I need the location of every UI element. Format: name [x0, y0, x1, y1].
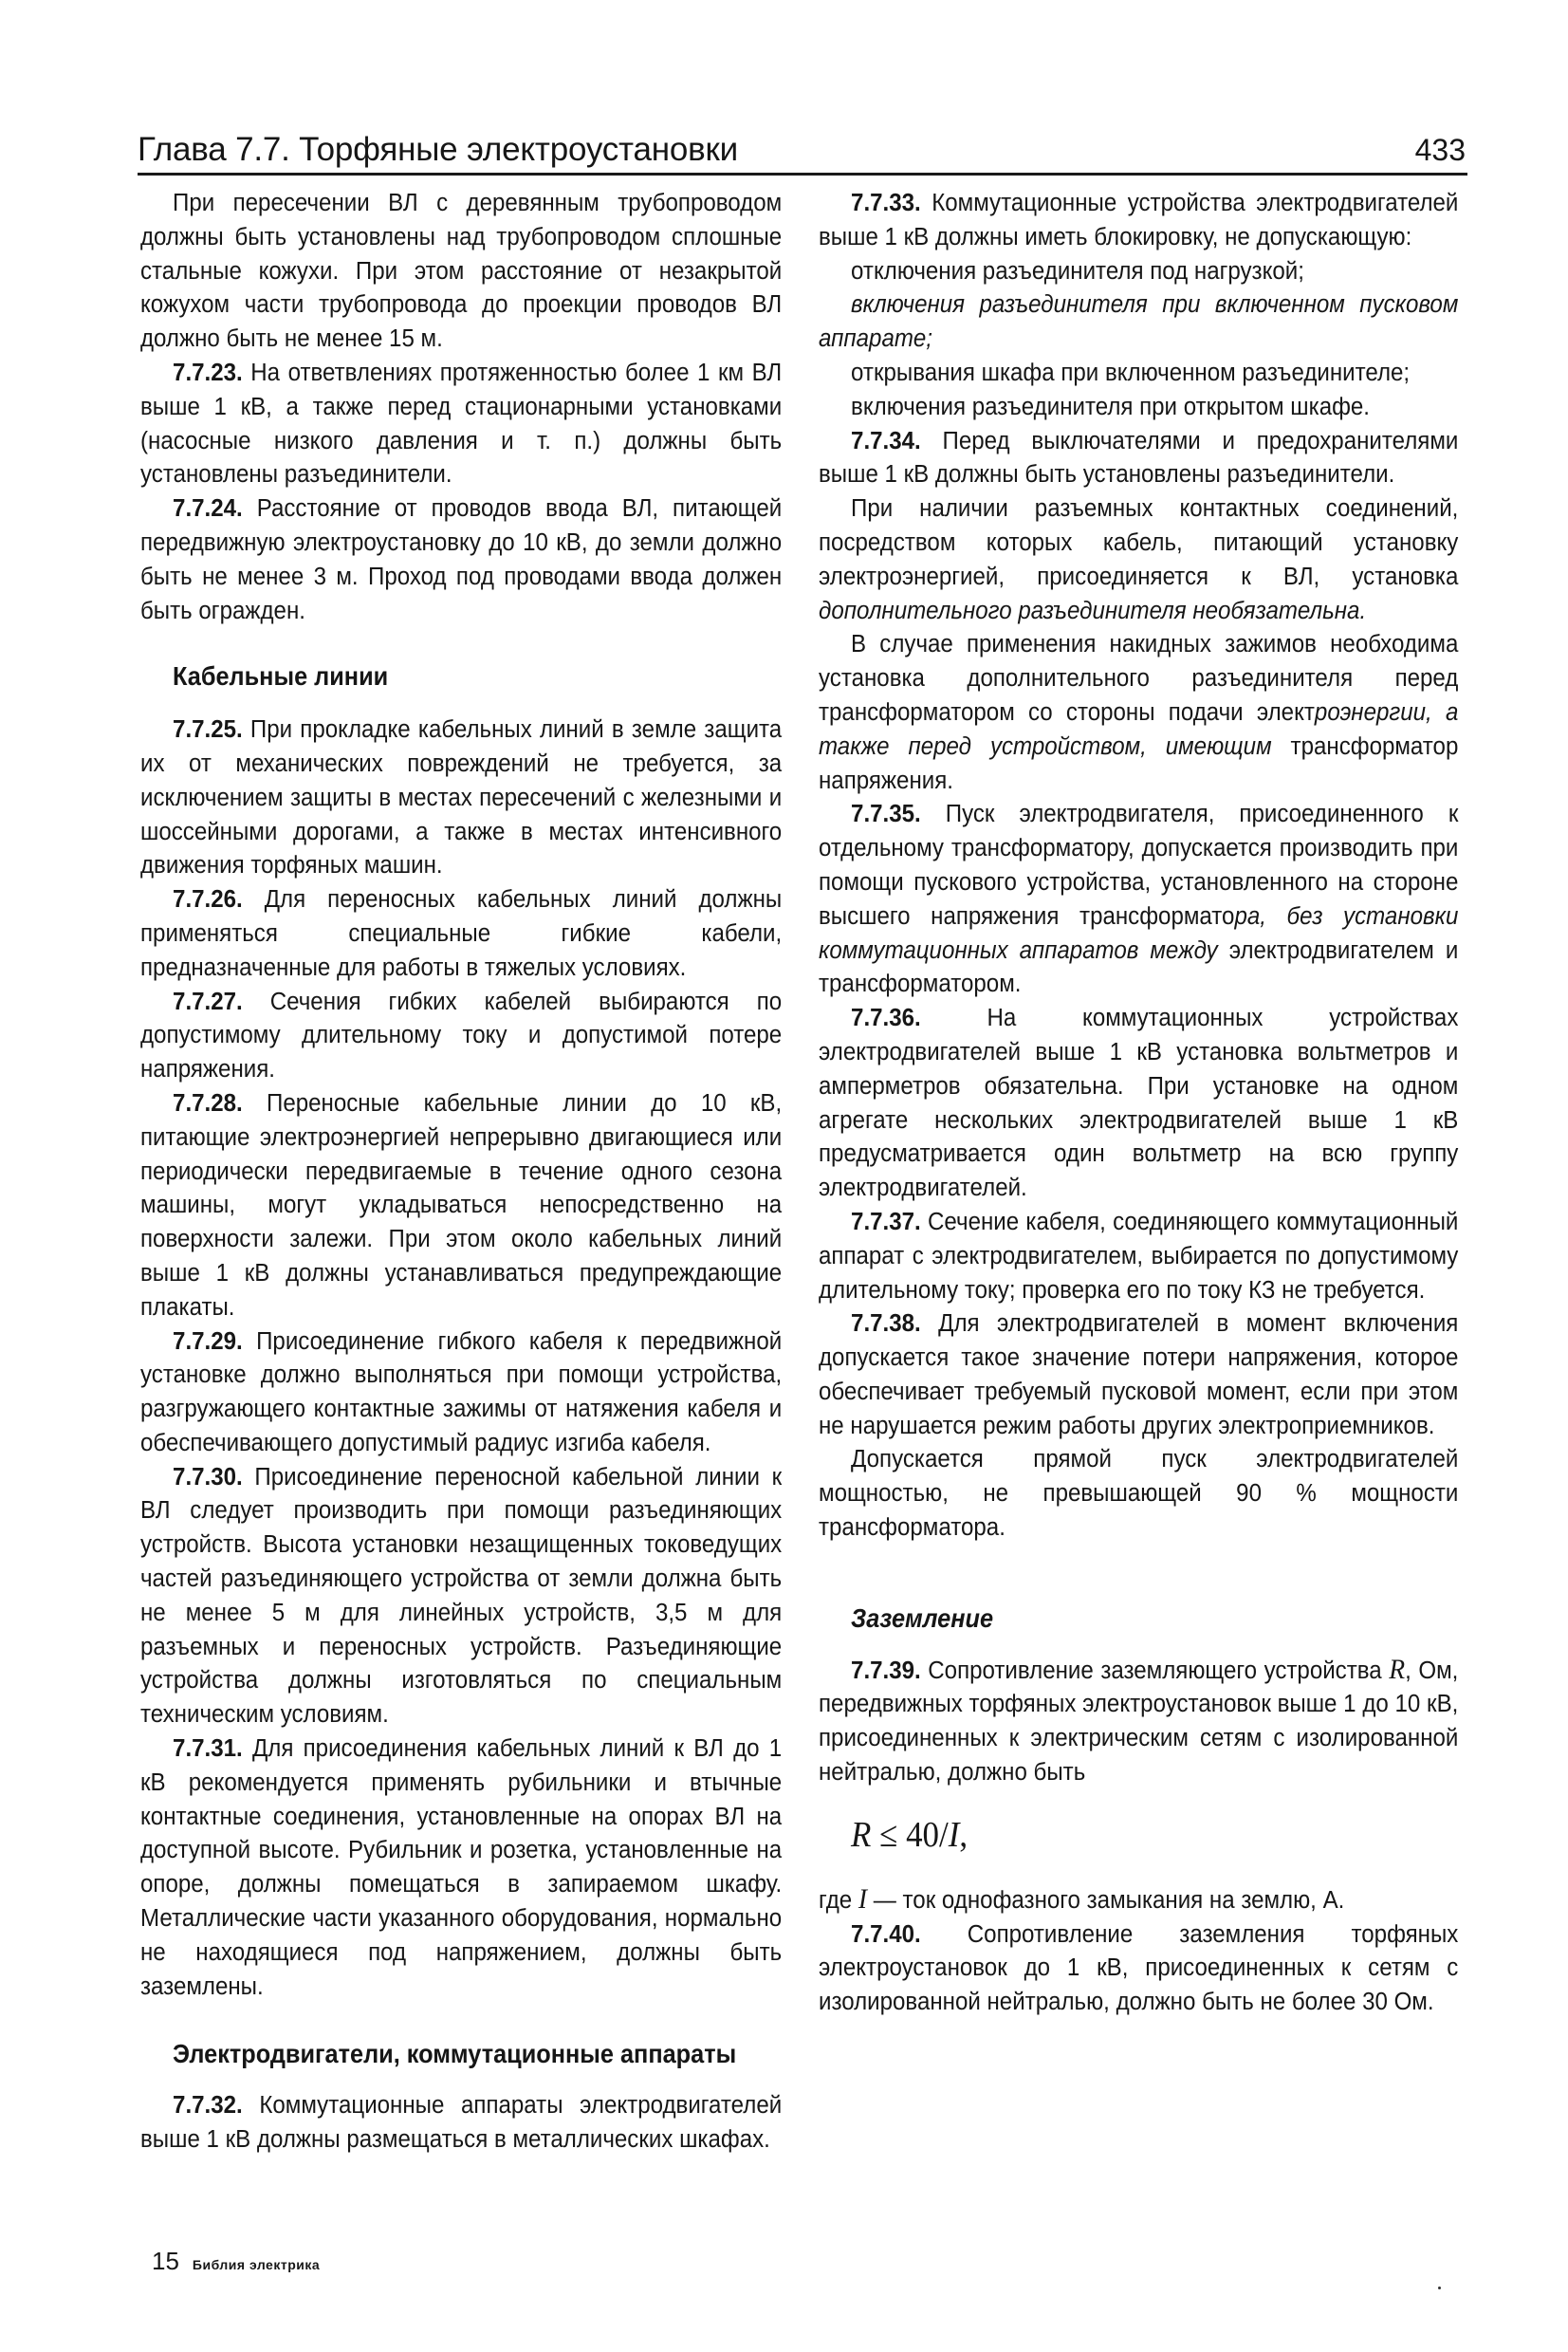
formula-punctuation: ,	[959, 1814, 968, 1855]
paragraph	[819, 491, 1458, 627]
series-title: Библия электрика	[192, 2257, 321, 2272]
clause-number: 7.7.35.	[851, 799, 921, 828]
paragraph-7-7-23	[140, 356, 782, 491]
list-item: включения разъединителя при открытом шкафе.	[851, 391, 1371, 420]
paragraph-italic-text: ра, без установки коммутационных аппаратов между	[819, 900, 1459, 964]
paragraph-text: Пуск электродвигателя, присоединенного к отдельному трансформатору, допускается производить при помощи пускового устройства, установленного на стороне высшего напряжения трансформато	[819, 799, 1459, 930]
paragraph-7-7-24	[140, 491, 782, 627]
clause-number: 7.7.39.	[851, 1655, 921, 1684]
paragraph-7-7-39	[819, 1653, 1458, 1789]
list-item: отключения разъединителя под нагрузкой;	[851, 255, 1304, 285]
paragraph-text: Переносные кабельные линии до 10 кВ, питающие электроэнергией непрерывно двигающиеся или периодически передвигаемые в течение одного сезона машины, могут укладываться непосредственно на поверхности залежи. При этом около кабельных линий выше 1 кВ должны устанавливаться предупреждающие плакаты.	[140, 1087, 783, 1321]
paragraph-italic-text: дополнительного разъединителя необязательна.	[819, 595, 1367, 624]
paragraph-7-7-26	[140, 882, 782, 984]
paragraph-7-7-25	[140, 713, 782, 882]
paragraph-text: трансформатор напряжения.	[819, 731, 1459, 794]
formula-operator: ≤ 40/	[871, 1814, 949, 1855]
clause-number: 7.7.28.	[173, 1087, 243, 1117]
footer-signature	[152, 2247, 320, 2279]
paragraph-7-7-38	[819, 1306, 1458, 1442]
clause-number: 7.7.23.	[173, 357, 243, 386]
paragraph-text: Для присоединения кабельных линий к ВЛ до 1 кВ рекомендуется применять рубильники и втычные контактные соединения, установленные на опорах ВЛ на доступной высоте. Рубильник и розетка, установленные на опоре, должны помещаться в запираемом шкафу. Металлические части указанного оборудования, нормально не находящиеся под напряжением, должны быть заземлены.	[140, 1733, 783, 2000]
paragraph-text: Сечения гибких кабелей выбираются по допустимому длительному току и допустимой потере напряжения.	[140, 986, 783, 1083]
paragraph-7-7-30	[140, 1460, 782, 1732]
paragraph-text: Сопротивление заземления торфяных электроустановок до 1 кВ, присоединенных к сетям с изолированной нейтралью, должно быть не более 30 Ом.	[819, 1918, 1459, 2016]
paragraph: Допускается прямой пуск электродвигателей мощностью, не превышающей 90 % мощности трансформатора.	[819, 1444, 1459, 1542]
right-column	[819, 186, 1458, 2019]
paragraph-text: электродвигателем и трансформатором.	[819, 935, 1459, 998]
formula-variable-i: I	[948, 1814, 960, 1855]
clause-number: 7.7.31.	[173, 1733, 243, 1763]
clause-number: 7.7.40.	[851, 1918, 921, 1948]
clause-number: 7.7.27.	[173, 986, 243, 1015]
formula-explanation	[819, 1882, 1458, 1917]
clause-number: 7.7.25.	[173, 714, 243, 744]
section-heading-grounding: Заземление	[851, 1602, 994, 1633]
paragraph-text: Присоединение гибкого кабеля к передвижной установке должно выполняться при помощи устройства, разгружающего контактные зажимы от натяжения кабеля и обеспечивающего допустимый радиус изгиба кабеля.	[140, 1325, 783, 1456]
page-number: 433	[1414, 133, 1466, 167]
paragraph-text: Сечение кабеля, соединяющего коммутационный аппарат с электродвигателем, выбирается по допустимому длительному току; проверка его по току КЗ не требуется.	[819, 1206, 1459, 1304]
paragraph-text: Расстояние от проводов ввода ВЛ, питающей передвижную электроустановку до 10 кВ, до земли должно быть не менее 3 м. Проход под проводами ввода должен быть огражден.	[140, 493, 783, 624]
variable-i: I	[858, 1882, 868, 1915]
clause-number: 7.7.24.	[173, 493, 243, 523]
paragraph-italic-text: роэнергии, а также перед устройством, имеющим	[819, 696, 1459, 760]
chapter-title: Глава 7.7. Торфяные электроустановки	[138, 131, 738, 168]
clause-number: 7.7.34.	[851, 425, 921, 454]
paragraph-text: Сопротивление заземляющего устройства	[928, 1655, 1390, 1684]
formula-variable-r: R	[851, 1814, 872, 1855]
signature-number: 15	[152, 2247, 179, 2275]
paragraph-text: При наличии разъемных контактных соединений, посредством которых кабель, питающий установку электроэнергией, присоединяется к ВЛ, установка	[819, 493, 1459, 590]
paragraph-7-7-35	[819, 797, 1458, 1001]
paragraph-7-7-34	[819, 424, 1458, 492]
list-item: открывания шкафа при включенном разъединителе;	[851, 357, 1411, 386]
list-item	[819, 287, 1458, 356]
page-header	[138, 129, 1466, 171]
paragraph-7-7-29	[140, 1324, 782, 1460]
clause-number: 7.7.29.	[173, 1325, 243, 1355]
paragraph: При пересечении ВЛ с деревянным трубопроводом должны быть установлены над трубопроводом сплошные стальные кожухи. При этом расстояние от незакрытой кожухом части трубопровода до проекции проводов ВЛ должно быть не менее 15 м.	[140, 188, 783, 353]
clause-number: 7.7.30.	[173, 1461, 243, 1491]
paragraph-7-7-28	[140, 1086, 782, 1324]
clause-number: 7.7.38.	[851, 1308, 921, 1338]
print-speck	[1438, 2287, 1441, 2289]
clause-number: 7.7.36.	[851, 1003, 921, 1032]
formula	[819, 1808, 1458, 1861]
clause-number: 7.7.33.	[851, 188, 921, 216]
paragraph-7-7-27	[140, 985, 782, 1086]
variable-r: R	[1389, 1653, 1406, 1685]
paragraph-7-7-40	[819, 1917, 1458, 2019]
paragraph-text: Для электродвигателей в момент включения допускается такое значение потери напряжения, которое обеспечивает требуемый пусковой момент, если при этом не нарушается режим работы других электроприемников.	[819, 1308, 1459, 1439]
list-item-text: включения разъединителя при включенном пусковом аппарате;	[819, 289, 1459, 353]
paragraph-text: Коммутационные аппараты электродвигателей выше 1 кВ должны размещаться в металлических шкафах.	[140, 2090, 783, 2154]
paragraph-7-7-32	[140, 2088, 782, 2157]
paragraph-text: На ответвлениях протяженностью более 1 км ВЛ выше 1 кВ, а также перед стационарными установками (насосные низкого давления и т. п.) должны быть установлены разъединители.	[140, 357, 783, 489]
paragraph	[819, 627, 1458, 797]
paragraph-text: , Ом, передвижных торфяных электроустановок выше 1 до 10 кВ, присоединенных к электрическим сетям с изолированной нейтралью, должно быть	[819, 1655, 1459, 1787]
paragraph-text: Для переносных кабельных линий должны применяться специальные гибкие кабели, предназначенные для работы в тяжелых условиях.	[140, 884, 783, 981]
clause-number: 7.7.26.	[173, 884, 243, 914]
paragraph-text: Перед выключателями и предохранителями выше 1 кВ должны быть установлены разъединители.	[819, 425, 1459, 489]
paragraph-7-7-36	[819, 1001, 1458, 1205]
paragraph-text: где	[819, 1884, 858, 1914]
paragraph-text: Коммутационные устройства электродвигателей выше 1 кВ должны иметь блокировку, не допускающую:	[819, 188, 1459, 250]
paragraph-7-7-31	[140, 1732, 782, 2003]
paragraph-7-7-37	[819, 1205, 1458, 1306]
paragraph-text: — ток однофазного замыкания на землю, А.	[867, 1884, 1345, 1914]
section-heading-cable-lines: Кабельные линии	[173, 661, 389, 692]
paragraph-text: При прокладке кабельных линий в земле защита их от механических повреждений не требуется, за исключением защиты в местах пересечений с железными и шоссейными дорогами, а также в местах интенсивного движения торфяных машин.	[140, 714, 783, 880]
paragraph-text: В случае применения накидных зажимов необходима установка дополнительного разъединителя перед трансформатором со стороны подачи элект	[819, 629, 1459, 726]
section-heading-motors: Электродвигатели, коммутационные аппараты	[173, 2039, 737, 2069]
clause-number: 7.7.37.	[851, 1206, 921, 1235]
left-column	[140, 186, 782, 2157]
clause-number: 7.7.32.	[173, 2090, 243, 2120]
paragraph-text: На коммутационных устройствах электродвигателей выше 1 кВ установка вольтметров и амперметров обязательна. При установке на одном агрегате нескольких электродвигателей выше 1 кВ предусматривается один вольтметр на всю группу электродвигателей.	[819, 1003, 1459, 1202]
paragraph-text: Присоединение переносной кабельной линии к ВЛ следует производить при помощи разъединяющих устройств. Высота установки незащищенных токоведущих частей разъединяющего устройства от земли должна быть не менее 5 м для линейных устройств, 3,5 м для разъемных и переносных устройств. Разъединяющие устройства должны изготовляться по специальным техническим условиям.	[140, 1461, 783, 1729]
paragraph-7-7-33	[819, 186, 1458, 254]
header-rule	[138, 173, 1467, 176]
